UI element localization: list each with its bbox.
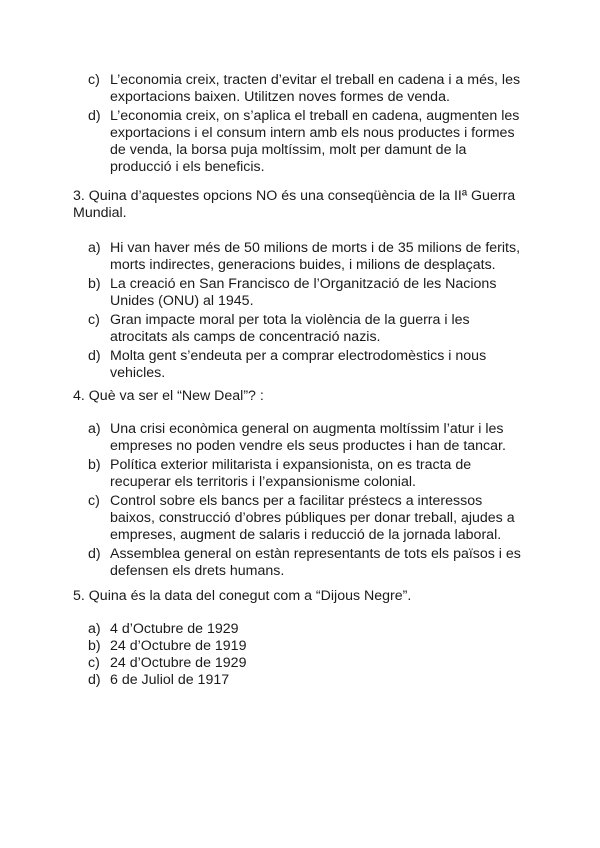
list-item xyxy=(88,457,528,491)
q5-options xyxy=(88,621,528,689)
list-item xyxy=(88,546,528,580)
list-item xyxy=(88,276,528,310)
list-item xyxy=(88,493,528,544)
option-text: Gran impacte moral per tota la violència de la guerra i les atrocitats als camps de concentració nazis. xyxy=(110,312,470,345)
list-item xyxy=(88,655,528,672)
option-text: 24 d’Octubre de 1929 xyxy=(110,655,247,671)
option-text: 24 d’Octubre de 1919 xyxy=(110,638,247,654)
list-item xyxy=(88,312,528,346)
option-text: Política exterior militarista i expansionista, on es tracta de recuperar els territoris i l’expansionisme colonial. xyxy=(110,457,472,490)
option-letter: a) xyxy=(88,240,101,256)
option-text: Una crisi econòmica general on augmenta moltíssim l’atur i les empreses no poden vendre els seus productes i han de tancar. xyxy=(110,421,506,454)
list-item xyxy=(88,621,528,638)
q4-options xyxy=(88,421,528,582)
option-letter: b) xyxy=(88,457,101,473)
option-letter: a) xyxy=(88,421,101,437)
option-text: L’economia creix, on s’aplica el treball en cadena, augmenten les exportacions i el consum intern amb els nous productes i formes de venda, la borsa puja moltíssim, molt per damunt de la producció i els beneficis. xyxy=(110,108,520,175)
option-letter: c) xyxy=(88,493,100,509)
question-3-text: 3. Quina d’aquestes opcions NO és una conseqüència de la IIª Guerra Mundial. xyxy=(73,188,516,221)
option-text: 6 de Juliol de 1917 xyxy=(110,672,230,688)
list-item xyxy=(88,240,528,274)
list-item xyxy=(88,348,528,382)
option-letter: c) xyxy=(88,72,100,88)
question-5-text: 5. Quina és la data del conegut com a “Dijous Negre”. xyxy=(73,588,412,604)
q2-options xyxy=(88,72,528,178)
option-text: L’economia creix, tracten d’evitar el treball en cadena i a més, les exportacions baixen. Utilitzen noves formes de venda. xyxy=(110,72,521,105)
option-letter: c) xyxy=(88,655,100,671)
option-letter: c) xyxy=(88,312,100,328)
option-letter: d) xyxy=(88,546,101,562)
option-text: Hi van haver més de 50 milions de morts i de 35 milions de ferits, morts indirectes, generacions buides, i milions de desplaçats. xyxy=(110,240,521,273)
option-letter: a) xyxy=(88,621,101,637)
question-4-text: 4. Què va ser el “New Deal”? : xyxy=(73,388,264,404)
list-item xyxy=(88,72,528,106)
option-text: 4 d’Octubre de 1929 xyxy=(110,621,239,637)
option-text: Control sobre els bancs per a facilitar préstecs a interessos baixos, construcció d’obres públiques per donar treball, ajudes a empreses, augment de salaris i reducció de la jornada laboral. xyxy=(110,493,515,543)
option-letter: b) xyxy=(88,276,101,292)
q3-options xyxy=(88,240,528,384)
list-item xyxy=(88,421,528,455)
option-letter: d) xyxy=(88,672,101,688)
option-text: Molta gent s’endeuta per a comprar electrodomèstics i nous vehicles. xyxy=(110,348,487,381)
option-letter: d) xyxy=(88,348,101,364)
list-item xyxy=(88,672,528,689)
option-letter: d) xyxy=(88,108,101,124)
option-text: Assemblea general on estàn representants de tots els països i es defensen els drets humans. xyxy=(110,546,521,579)
list-item xyxy=(88,638,528,655)
option-letter: b) xyxy=(88,638,101,654)
list-item xyxy=(88,108,528,176)
option-text: La creació en San Francisco de l’Organització de les Nacions Unides (ONU) al 1945. xyxy=(110,276,497,309)
